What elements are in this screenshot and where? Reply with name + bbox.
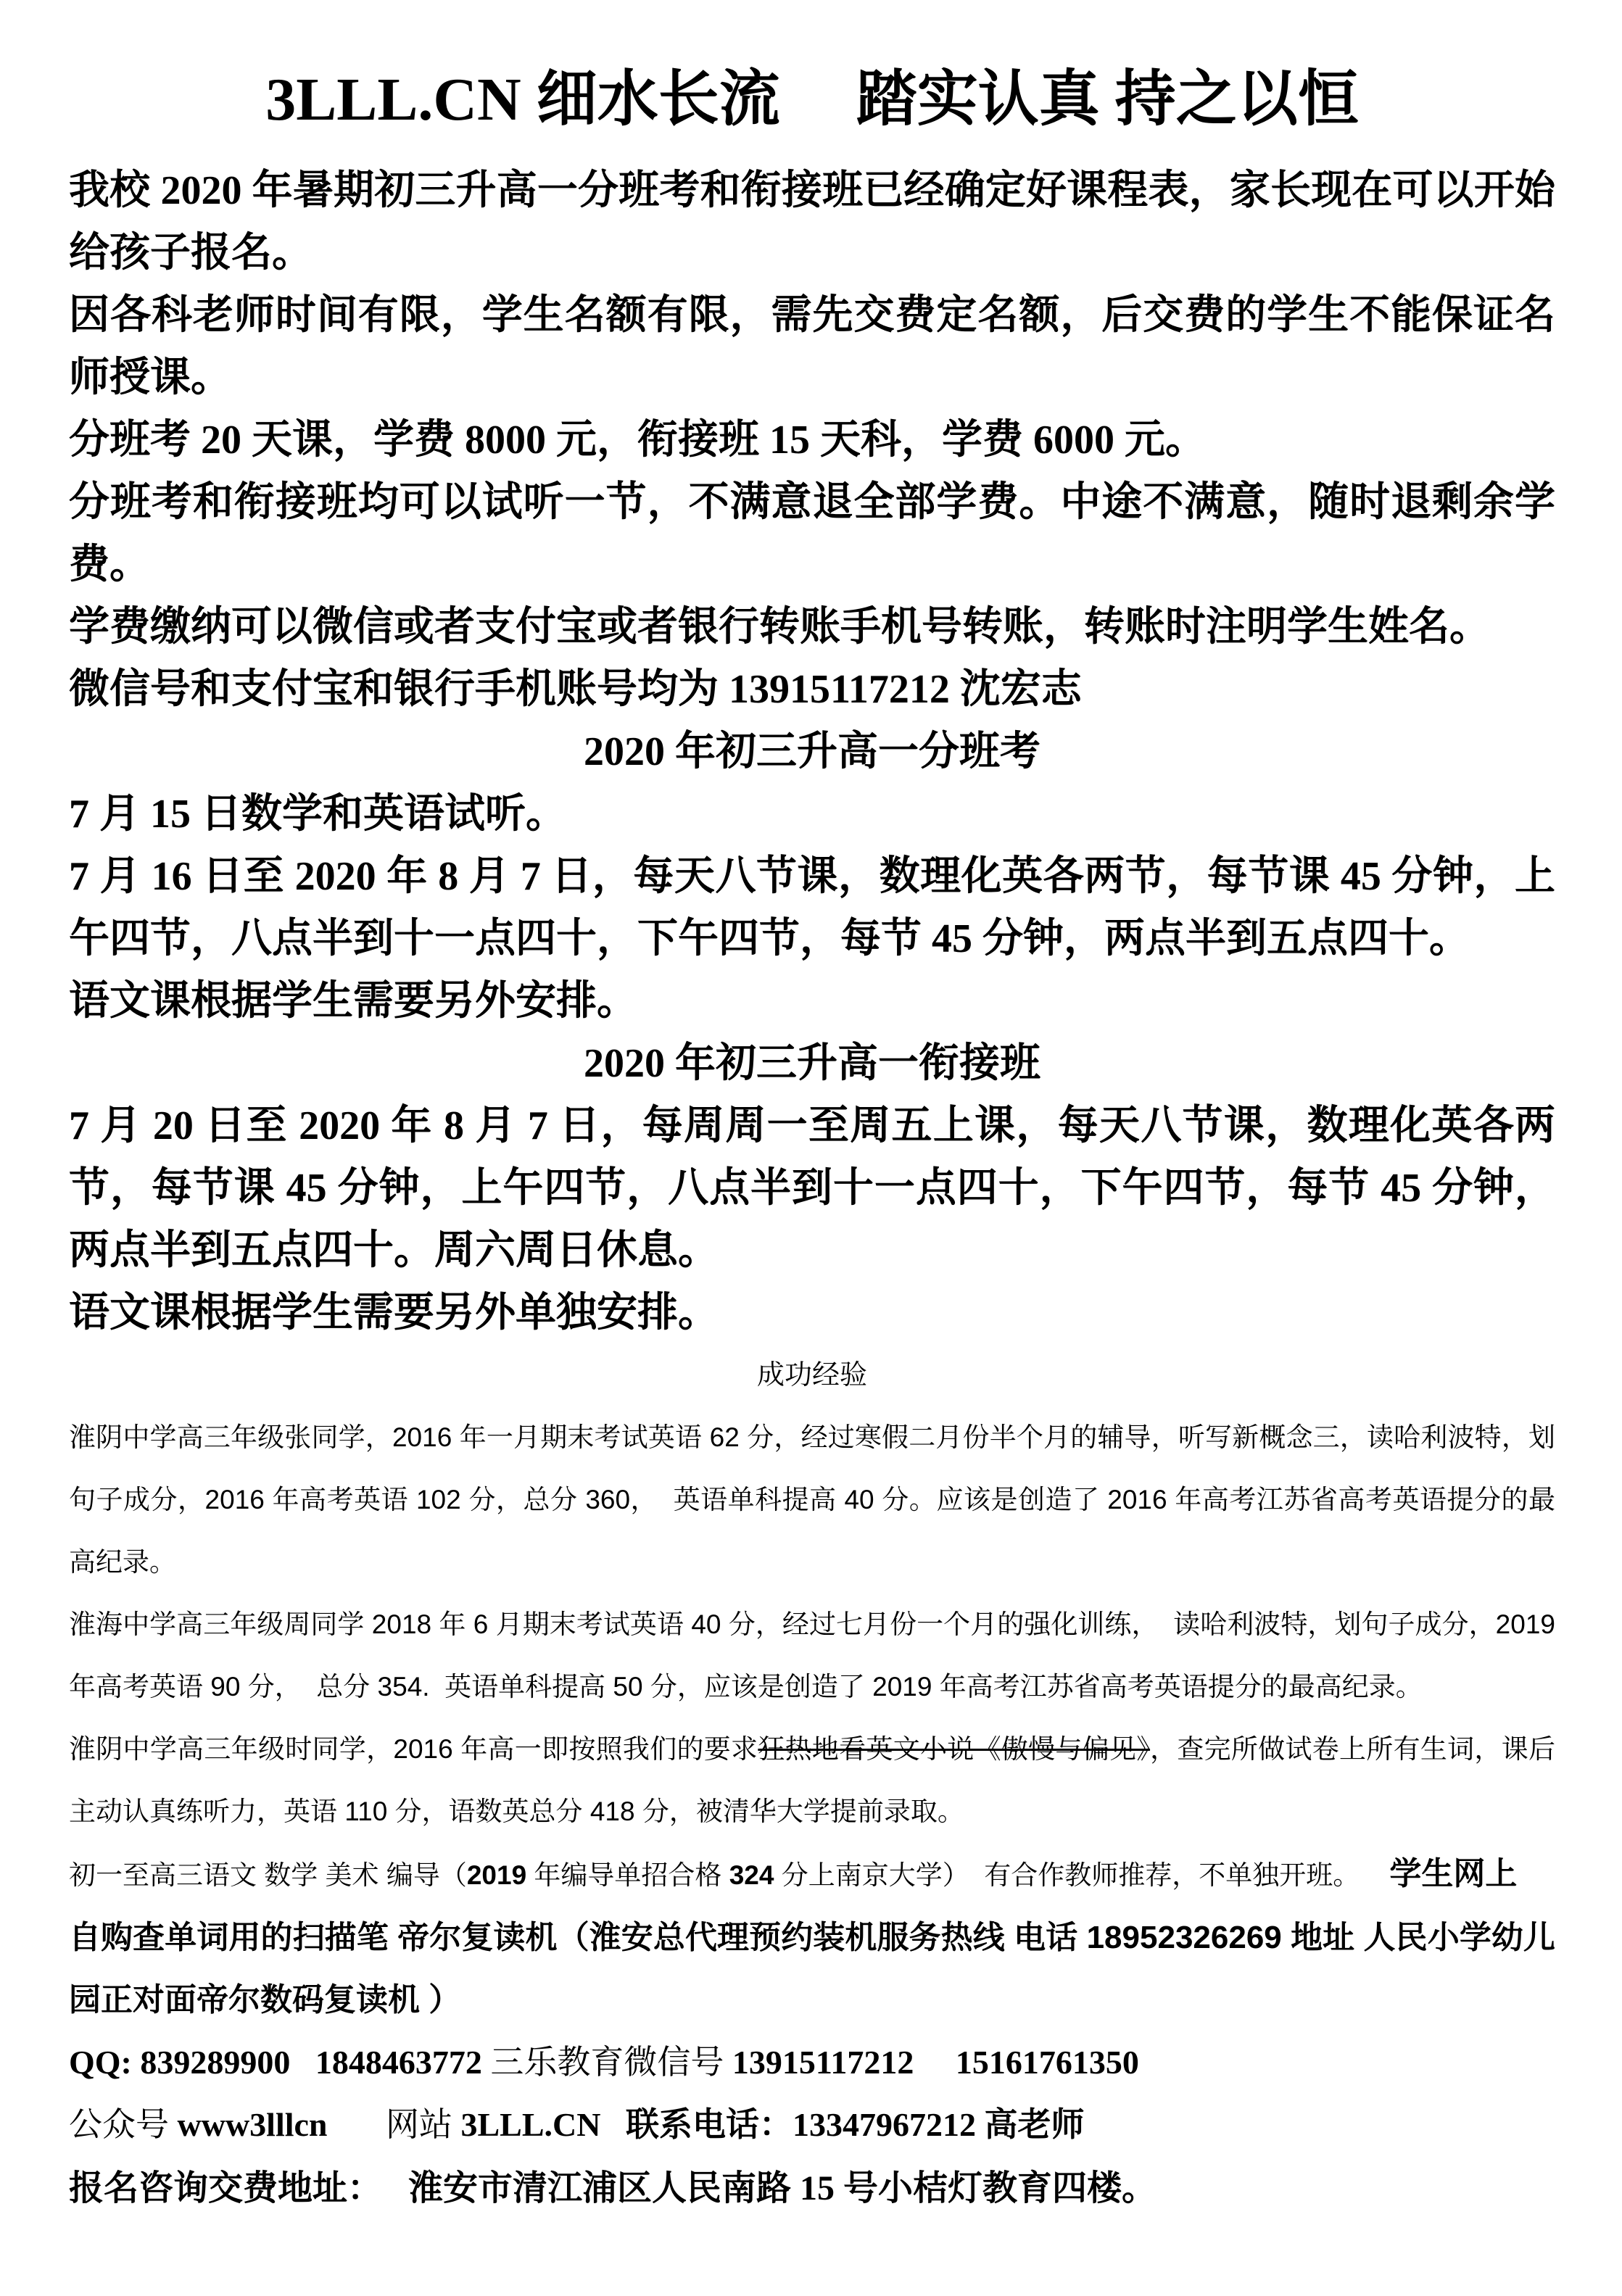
- success-story-1: 淮阴中学高三年级张同学，2016 年一月期末考试英语 62 分，经过寒假二月份半个月的辅导，听写新概念三，读哈利波特，划句子成分，2016 年高考英语 102 分，总分 360， 英语单科提高 40 分。应该是创造了 2016 年高考江苏省高考英语提分的最高纪录。: [69, 1422, 1555, 1577]
- intro-paragraph-quota: 因各科老师时间有限，学生名额有限，需先交费定名额，后交费的学生不能保证名师授课。: [69, 293, 1555, 400]
- placement-exam-trial-date: 7 月 15 日数学和英语试听。: [69, 792, 566, 837]
- success-story-2: 淮海中学高三年级周同学 2018 年 6 月期末考试英语 40 分，经过七月份一个月的强化训练， 读哈利波特，划句子成分，2019 年高考英语 90 分， 总分 354. 英语单科提高 50 分，应该是创造了 2019 年高考江苏省高考英语提分的最高纪录。: [69, 1609, 1563, 1702]
- section-heading-success-stories: 成功经验: [756, 1360, 867, 1391]
- text-segment: www3lllcn: [177, 2106, 328, 2143]
- registration-address-line: 报名咨询交费地址： 淮安市清江浦区人民南路 15 号小桔灯教育四楼。: [69, 2169, 1157, 2208]
- intro-paragraph-payment: 学费缴纳可以微信或者支付宝或者银行转账手机号转账，转账时注明学生姓名。: [69, 605, 1490, 650]
- text-segment: 13915117212 15161761350: [732, 2044, 1139, 2081]
- course-offerings-line: [69, 1843, 1555, 1907]
- text-segment: ，查完所做试卷上所有生词，课后主动认真练听力，英语 110 分，语数英总分 418 分，被清华大学提前录取。: [69, 1734, 1555, 1826]
- success-story-3: [69, 1718, 1555, 1843]
- scanner-reader-line: 自购查单词用的扫描笔 帝尔复读机（淮安总代理预约装机服务热线 电话 18952326269 地址 人民小学幼儿园正对面帝尔数码复读机 ）: [69, 1920, 1555, 2018]
- intro-paragraph-tuition: 分班考 20 天课，学费 8000 元，衔接班 15 天科，学费 6000 元。: [69, 418, 1206, 463]
- intro-paragraph-enrollment: 我校 2020 年暑期初三升高一分班考和衔接班已经确定好课程表，家长现在可以开始给孩子报名。: [69, 168, 1555, 275]
- contact-website-phone-line: [69, 2094, 1555, 2156]
- text-segment: 狂热地看英文小说《傲慢与偏见》: [758, 1734, 1151, 1764]
- text-segment: 公众号: [69, 2106, 178, 2143]
- text-segment: 2019: [466, 1860, 527, 1890]
- text-segment: 分上南京大学） 有合作教师推荐，不单独开班。: [774, 1860, 1390, 1890]
- intro-paragraph-refund: 分班考和衔接班均可以试听一节，不满意退全部学费。中途不满意，随时退剩余学费。: [69, 480, 1555, 587]
- contact-qq-wechat-line: [69, 2031, 1555, 2094]
- section-heading-bridge-class: 2020 年初三升高一衔接班: [584, 1041, 1040, 1086]
- intro-paragraph-account: 微信号和支付宝和银行手机账号均为 13915117212 沈宏志: [69, 667, 1082, 712]
- text-segment: 三乐教育微信号: [490, 2044, 732, 2081]
- placement-exam-schedule: 7 月 16 日至 2020 年 8 月 7 日，每天八节课，数理化英各两节，每节课 45 分钟，上午四节，八点半到十一点四十，下午四节，每节 45 分钟，两点半到五点四十。: [69, 854, 1555, 961]
- text-segment: 初一至高三语文 数学 美术 编导（: [69, 1860, 467, 1890]
- bridge-class-chinese-note: 语文课根据学生需要另外单独安排。: [69, 1290, 719, 1335]
- text-segment: 学生网上: [1389, 1856, 1518, 1891]
- text-segment: 联系电话：13347967212 高老师: [600, 2106, 1085, 2143]
- text-segment: 网站: [386, 2106, 461, 2143]
- text-segment: [328, 2106, 386, 2143]
- text-segment: 淮阴中学高三年级时同学，2016 年高一即按照我们的要求: [69, 1734, 758, 1764]
- text-segment: 324: [729, 1860, 774, 1890]
- text-segment: 年编导单招合格: [526, 1860, 729, 1890]
- page-title: 3LLL.CN 细水长流 踏实认真 持之以恒: [265, 66, 1359, 133]
- text-segment: QQ: 839289900 1848463772: [69, 2044, 491, 2081]
- placement-exam-chinese-note: 语文课根据学生需要另外安排。: [69, 979, 637, 1024]
- bridge-class-schedule: 7 月 20 日至 2020 年 8 月 7 日，每周周一至周五上课，每天八节课，数理化英各两节，每节课 45 分钟，上午四节，八点半到十一点四十，下午四节，每节 45 分钟，两点半到五点四十。周六周日休息。: [69, 1103, 1555, 1273]
- section-heading-placement-exam: 2020 年初三升高一分班考: [584, 729, 1040, 774]
- text-segment: 3LLL.CN: [460, 2106, 601, 2143]
